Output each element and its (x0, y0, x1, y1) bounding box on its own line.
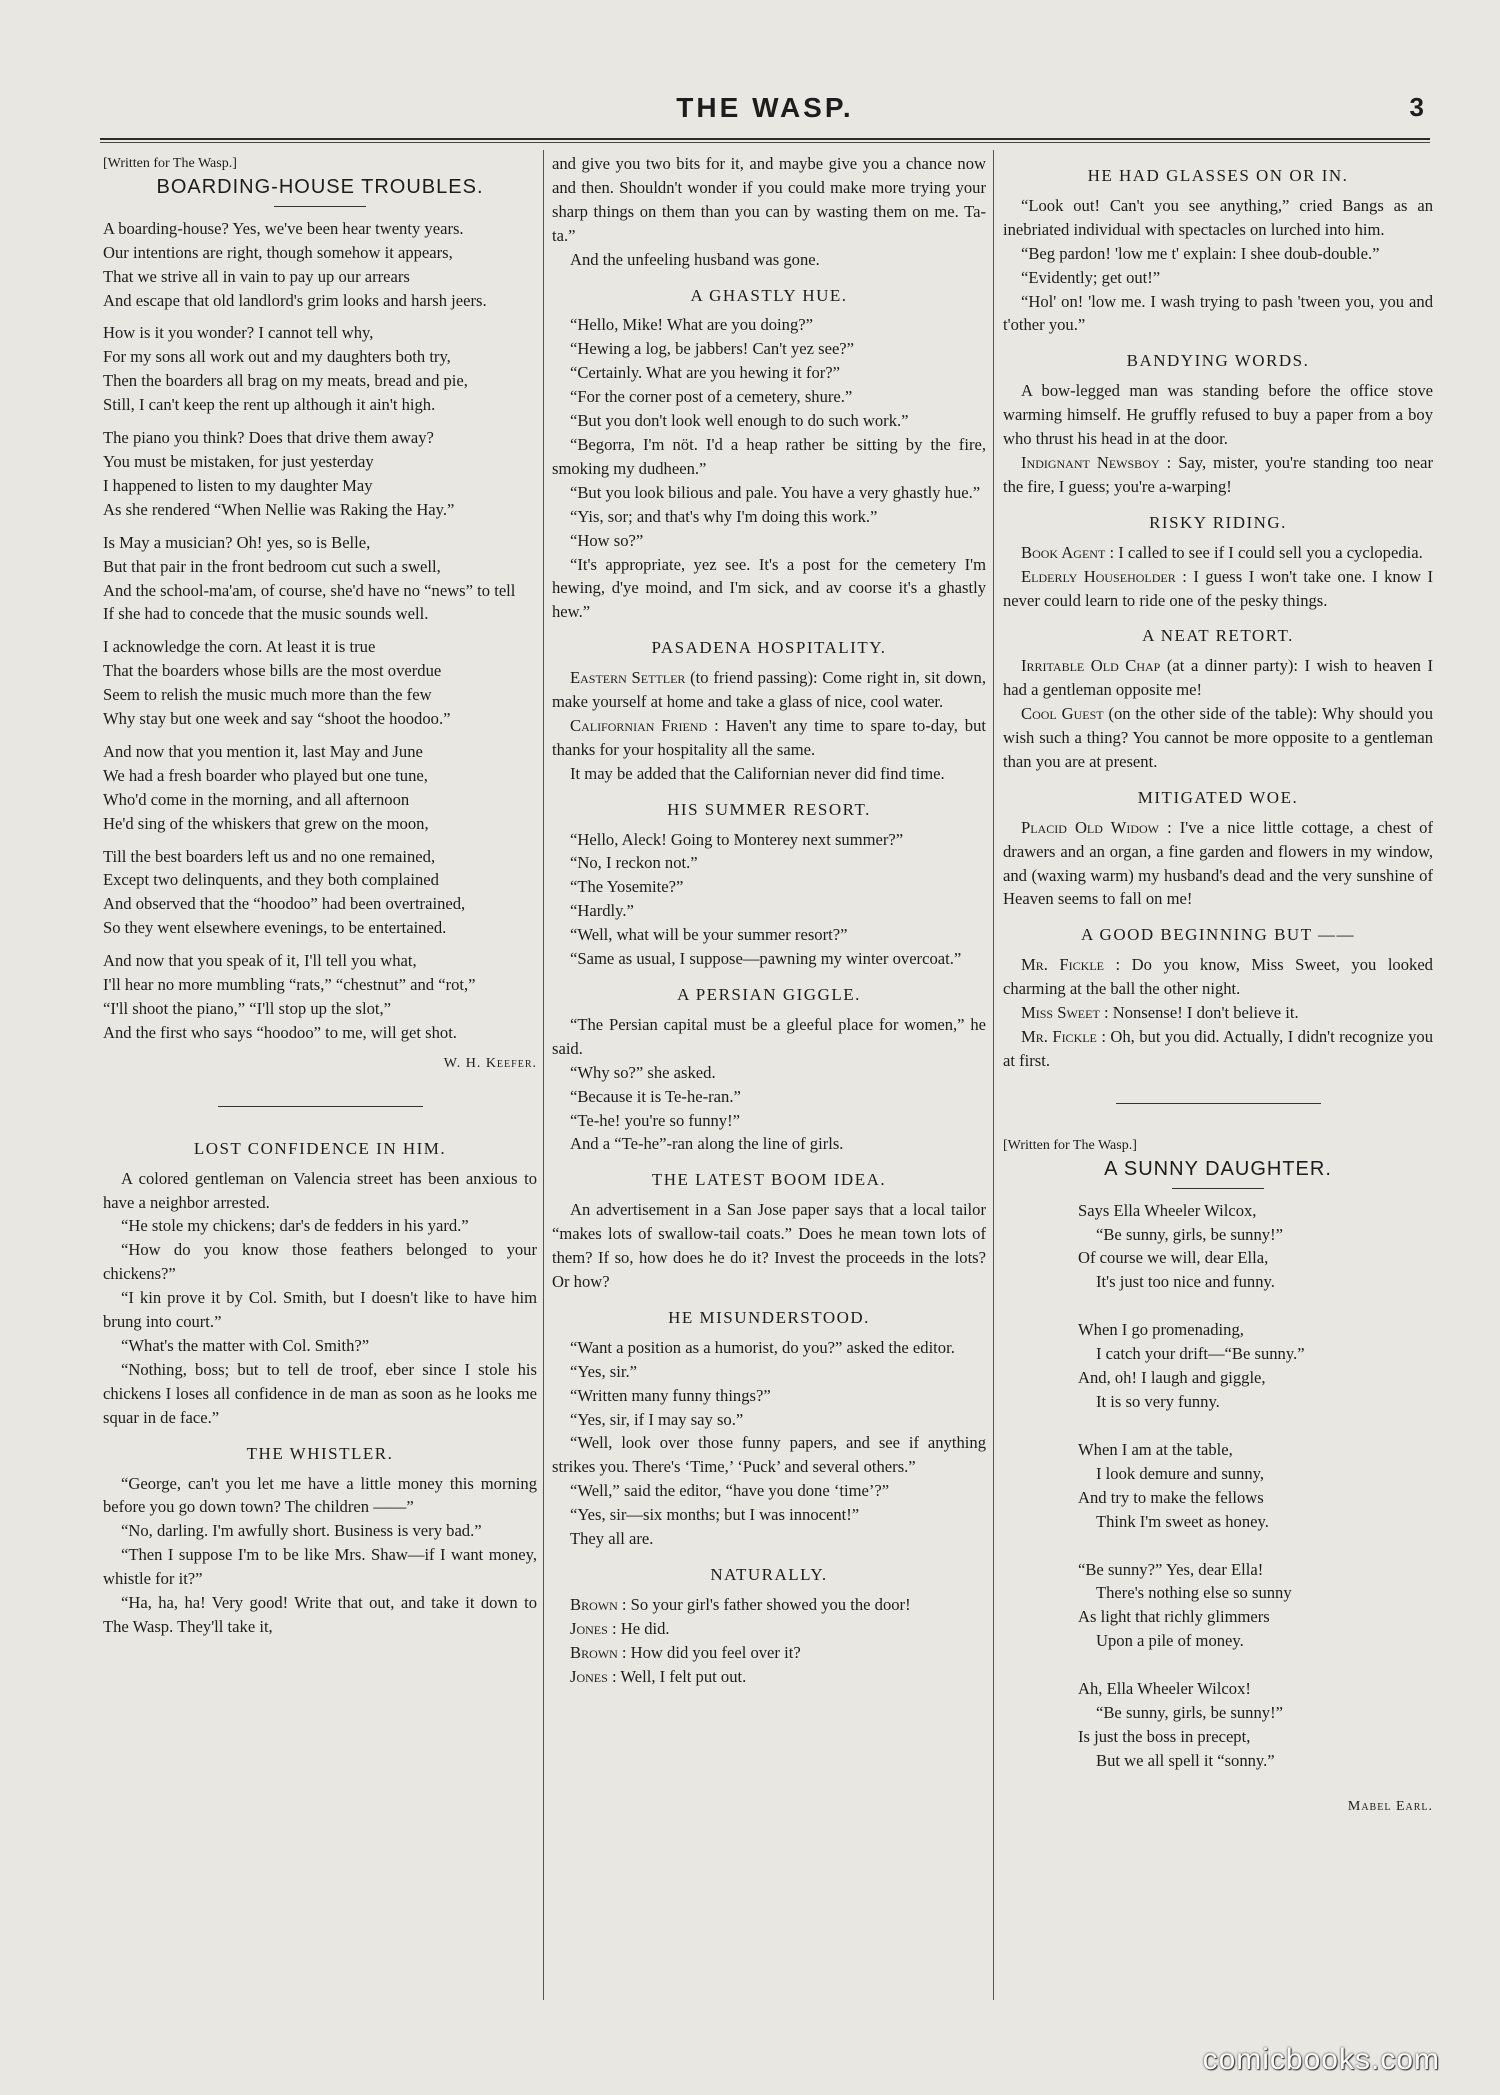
paragraph: and give you two bits for it, and maybe give you a chance now and then. Shouldn't wonder if you could make more trying your sharp things on them than you can by wasting them on me. Ta-ta.” (552, 154, 986, 245)
poem-line: You must be mistaken, for just yesterday (103, 451, 374, 471)
paragraph: An advertisement in a San Jose paper says that a local tailor “makes lots of swallow-tail coats.” Does he mean town lots of them? If so, how does he do it? Invest the proceeds in the lots? Or how? (552, 1200, 986, 1291)
poem-line: And the first who says “hoodoo” to me, will get shot. (103, 1022, 457, 1042)
article-title: THE WHISTLER. (246, 1443, 394, 1463)
poem-line: “Be sunny?” Yes, dear Ella! (1078, 1559, 1264, 1579)
paragraph: “Why so?” she asked. (570, 1062, 716, 1082)
dialogue-text: (at a dinner party): I wish to heaven I had a gentleman opposite me! (1003, 656, 1433, 700)
poem-line: That we strive all in vain to pay up our arrears (103, 266, 410, 286)
header-rule (100, 138, 1430, 140)
paragraph: “Hardly.” (570, 901, 634, 921)
column-2 (552, 152, 986, 1688)
poem-line: Then the boarders all brag on my meats, bread and pie, (103, 371, 468, 391)
poem-line: It's just too nice and funny. (1096, 1272, 1275, 1292)
paragraph: “Well, look over those funny papers, and see if anything strikes you. There's ‘Time,’ ‘Puck’ and several others.” (552, 1433, 986, 1477)
dialogue-text: (on the other side of the table): Why should you wish such a thing? You cannot be more opposite to a gentleman than you are at present. (1003, 704, 1433, 771)
section-divider (1116, 1103, 1321, 1104)
poem-stanza (103, 217, 537, 313)
paragraph: “Beg pardon! 'low me t' explain: I shee doub-double.” (1021, 243, 1380, 263)
poem-line: But that pair in the front bedroom cut such a swell, (103, 556, 441, 576)
dialogue-line (1003, 1025, 1433, 1073)
paragraph: “It's appropriate, yez see. It's a post for the cemetery I'm hewing, d'ye moind, and I'm sick, and av coorse it's a ghastly hew.” (552, 554, 986, 622)
article (1003, 624, 1433, 773)
dialogue-line (552, 666, 986, 714)
dialogue-line (552, 714, 986, 762)
dialogue-line (1003, 565, 1433, 613)
poem-line: Is May a musician? Oh! yes, so is Belle, (103, 532, 371, 552)
poem-line: And escape that old landlord's grim looks and harsh jeers. (103, 290, 487, 310)
article-title: HE MISUNDERSTOOD. (668, 1307, 870, 1327)
paragraph: “Then I suppose I'm to be like Mrs. Shaw—if I want money, whistle for it?” (103, 1545, 537, 1589)
poem-line: For my sons all work out and my daughters both try, (103, 347, 451, 367)
article (1003, 349, 1433, 498)
paragraph: “The Persian capital must be a gleeful place for women,” he said. (552, 1014, 986, 1058)
paragraph: “Well, what will be your summer resort?” (570, 925, 848, 945)
dialogue-text: : I guess I won't take one. I know I never could learn to ride one of the pesky things. (1003, 566, 1433, 610)
article-title: A NEAT RETORT. (1142, 626, 1294, 646)
paragraph: “Hol' on! 'low me. I wash trying to pash 'tween you, you and t'other you.” (1003, 291, 1433, 335)
paragraph: “Certainly. What are you hewing it for?” (570, 363, 841, 383)
poem-line: How is it you wonder? I cannot tell why, (103, 323, 374, 343)
paragraph: “Hello, Aleck! Going to Monterey next summer?” (570, 829, 904, 849)
paragraph: “How so?” (570, 530, 644, 550)
poem-line: As she rendered “When Nellie was Raking the Hay.” (103, 499, 455, 519)
paragraph: “Nothing, boss; but to tell de troof, eber since I stole his chickens I loses all confidence in de man as soon as he looks me squar in de face.” (103, 1359, 537, 1427)
paragraph: “No, I reckon not.” (570, 853, 698, 873)
poem-line: As light that richly glimmers (1078, 1607, 1270, 1627)
dialogue-text: : Say, mister, you're standing too near the fire, I guess; you're a-warping! (1003, 452, 1433, 496)
dialogue-line (552, 1665, 986, 1689)
poem-stanza (103, 949, 537, 1045)
article-credit: [Written for The Wasp.] (103, 156, 237, 171)
masthead (100, 92, 1430, 132)
poem-line: When I go promenading, (1078, 1320, 1244, 1340)
paragraph: “Ha, ha, ha! Very good! Write that out, and take it down to The Wasp. They'll take it, (103, 1593, 537, 1636)
poem-stanza (103, 426, 537, 522)
dialogue-text: : How did you feel over it? (621, 1642, 801, 1662)
speaker-name: Eastern Settler (570, 668, 686, 688)
poem-line: And now that you mention it, last May and June (103, 741, 423, 761)
article (1003, 1134, 1433, 1819)
dialogue-text: : Do you know, Miss Sweet, you looked charming at the ball the other night. (1003, 955, 1433, 999)
dialogue-line (1003, 816, 1433, 912)
dialogue-line (1003, 702, 1433, 774)
poem-line: The piano you think? Does that drive them away? (103, 428, 434, 448)
article (103, 1442, 537, 1639)
article (552, 284, 986, 625)
poem-line: We had a fresh boarder who played but one tune, (103, 765, 428, 785)
dialogue-line (1003, 541, 1433, 565)
article (552, 636, 986, 785)
article-title: RISKY RIDING. (1149, 512, 1287, 532)
article-title: A GHASTLY HUE. (690, 285, 848, 305)
poem-stanza (103, 845, 537, 941)
paragraph: A colored gentleman on Valencia street has been anxious to have a neighbor arrested. (103, 1168, 537, 1212)
title-rule (274, 206, 366, 207)
article (552, 1168, 986, 1294)
poem-stanza (103, 321, 537, 417)
dialogue-text: : Nonsense! I don't believe it. (1103, 1003, 1299, 1023)
poem-line: Think I'm sweet as honey. (1096, 1511, 1269, 1531)
title-rule (1172, 1188, 1264, 1189)
poem-stanza (1003, 1677, 1433, 1773)
paragraph: “Because it is Te-he-ran.” (570, 1086, 741, 1106)
poem-line: Of course we will, dear Ella, (1078, 1248, 1269, 1268)
poem-line: Is just the boss in precept, (1078, 1726, 1251, 1746)
watermark: comicbooks.com (1202, 2043, 1440, 2076)
speaker-name: Mr. Fickle (1021, 955, 1104, 975)
paragraph: “Well,” said the editor, “have you done ‘time’?” (570, 1481, 890, 1501)
paragraph: “The Yosemite?” (570, 877, 684, 897)
paragraph: And a “Te-he”-ran along the line of girls. (570, 1134, 844, 1154)
paragraph: “George, can't you let me have a little money this morning before you go down town? The children ——” (103, 1473, 537, 1517)
poem-stanza (103, 740, 537, 836)
speaker-name: Californian Friend (570, 715, 708, 735)
poem-line: “Be sunny, girls, be sunny!” (1096, 1224, 1283, 1244)
dialogue-line (1003, 451, 1433, 499)
column-1 (103, 152, 537, 1639)
paragraph: “Want a position as a humorist, do you?” asked the editor. (570, 1337, 955, 1357)
speaker-name: Elderly Householder (1021, 566, 1176, 586)
dialogue-text: : So your girl's father showed you the door! (621, 1594, 911, 1614)
paragraph: “What's the matter with Col. Smith?” (121, 1335, 370, 1355)
article-title: A PERSIAN GIGGLE. (677, 985, 861, 1004)
article-credit: [Written for The Wasp.] (1003, 1137, 1137, 1153)
article (552, 1306, 986, 1551)
dialogue-text: : He did. (611, 1618, 670, 1638)
speaker-name: Placid Old Widow (1021, 817, 1159, 837)
poem-stanza (103, 635, 537, 731)
column-divider (543, 150, 544, 2000)
paragraph: It may be added that the Californian never did find time. (570, 763, 945, 783)
paragraph: “Written many funny things?” (570, 1385, 771, 1405)
poem-stanza (1003, 1318, 1433, 1414)
article-title: NATURALLY. (710, 1564, 828, 1584)
poem-line: I'll hear no more mumbling “rats,” “chestnut” and “rot,” (103, 975, 476, 995)
poem-line: Upon a pile of money. (1096, 1631, 1244, 1651)
paragraph: “Look out! Can't you see anything,” cried Bangs as an inebriated individual with spectacles on lurched into him. (1003, 195, 1433, 239)
poem-line: That the boarders whose bills are the most overdue (103, 661, 442, 681)
article-title: A GOOD BEGINNING BUT —— (1080, 925, 1356, 945)
poem-stanza (1003, 1199, 1433, 1295)
article-title: LOST CONFIDENCE IN HIM. (193, 1138, 447, 1158)
poem-line: I look demure and sunny, (1096, 1463, 1265, 1483)
poem-line: Till the best boarders left us and no one remained, (103, 846, 436, 866)
poem-line: And the school-ma'am, of course, she'd have no “news” to tell (103, 580, 516, 600)
column-3 (1003, 152, 1433, 1819)
article (552, 983, 986, 1156)
speaker-name: Miss Sweet (1021, 1003, 1100, 1023)
paragraph: “How do you know those feathers belonged to your chickens?” (103, 1240, 537, 1284)
speaker-name: Brown (570, 1594, 618, 1614)
speaker-name: Brown (570, 1642, 618, 1662)
paragraph: A bow-legged man was standing before the office stove warming himself. He gruffly refused to buy a paper from a boy who thrust his head in at the door. (1003, 381, 1433, 449)
paragraph: “I kin prove it by Col. Smith, but I doesn't like to have him brung into court.” (103, 1288, 537, 1332)
poem-line: If she had to concede that the music sounds well. (103, 604, 429, 624)
paragraph: “Evidently; get out!” (1021, 267, 1161, 287)
paragraph: “Hewing a log, be jabbers! Can't yez see?” (570, 339, 855, 359)
poem-line: When I am at the table, (1078, 1439, 1233, 1459)
speaker-name: Cool Guest (1021, 704, 1104, 724)
article-title: HE HAD GLASSES ON OR IN. (1087, 166, 1349, 185)
speaker-name: Indignant Newsboy (1021, 452, 1160, 472)
dialogue-line (552, 1617, 986, 1641)
speaker-name: Jones (570, 1666, 608, 1686)
signature: Mabel Earl. (1347, 1798, 1433, 1814)
paragraph: And the unfeeling husband was gone. (570, 249, 820, 269)
article (552, 152, 986, 272)
paragraph: “Yes, sir.” (570, 1361, 637, 1381)
article-title: MITIGATED WOE. (1137, 787, 1299, 807)
paragraph: “Hello, Mike! What are you doing?” (570, 315, 813, 335)
dialogue-text: : I've a nice little cottage, a chest of drawers and an organ, a fine garden and flowers in my window, and (waxing warm) my husband's dead and the very sunshine of Heaven seems to fall on me! (1003, 817, 1434, 909)
poem-line: Still, I can't keep the rent up although it ain't high. (103, 395, 436, 415)
signature: W. H. Keefer. (443, 1055, 537, 1071)
section-divider (218, 1106, 423, 1107)
paragraph: “Yis, sor; and that's why I'm doing this work.” (570, 506, 878, 526)
dialogue-line (1003, 953, 1433, 1001)
poem-line: But we all spell it “sonny.” (1096, 1750, 1275, 1770)
poem-line: A boarding-house? Yes, we've been hear twenty years. (103, 218, 464, 238)
poem-line: Ah, Ella Wheeler Wilcox! (1078, 1679, 1251, 1699)
paragraph: “For the corner post of a cemetery, shure.” (570, 387, 853, 407)
poem-line: Who'd come in the morning, and all afternoon (103, 789, 410, 809)
poem-line: And observed that the “hoodoo” had been overtrained, (103, 894, 466, 914)
article (1003, 511, 1433, 613)
article (1003, 923, 1433, 1072)
paragraph: “Same as usual, I suppose—pawning my winter overcoat.” (570, 949, 962, 969)
article (103, 152, 537, 1076)
dialogue-text: : Well, I felt put out. (611, 1666, 747, 1686)
article-title: BANDYING WORDS. (1126, 351, 1310, 371)
column-divider (993, 150, 994, 2000)
poem-line: Why stay but one week and say “shoot the hoodoo.” (103, 709, 451, 729)
article (1003, 164, 1433, 337)
speaker-name: Book Agent (1021, 542, 1106, 562)
dialogue-line (1003, 654, 1433, 702)
article-title: PASADENA HOSPITALITY. (651, 638, 887, 658)
dialogue-text: : Haven't any time to spare to-day, but thanks for your hospitality all the same. (552, 715, 987, 759)
page-number: 3 (1409, 92, 1424, 122)
paragraph: “But you look bilious and pale. You have a very ghastly hue.” (570, 482, 981, 502)
poem-stanza (1003, 1438, 1433, 1534)
article-title: BOARDING-HOUSE TROUBLES. (156, 175, 484, 198)
poem-line: I happened to listen to my daughter May (103, 475, 373, 495)
poem-line: And, oh! I laugh and giggle, (1078, 1368, 1266, 1388)
poem-stanza (1003, 1558, 1433, 1654)
paragraph: “Begorra, I'm nöt. I'd a heap rather be sitting by the fire, smoking my dudheen.” (552, 434, 986, 478)
paragraph: “Yes, sir—six months; but I was innocent!” (570, 1505, 860, 1525)
poem-line: I catch your drift—“Be sunny.” (1096, 1344, 1305, 1364)
poem-line: I acknowledge the corn. At least it is true (103, 637, 376, 657)
article-title: THE LATEST BOOM IDEA. (651, 1170, 887, 1190)
article (552, 798, 986, 971)
poem-line: And now that you speak of it, I'll tell you what, (103, 951, 417, 971)
dialogue-text: : Oh, but you did. Actually, I didn't recognize you at first. (1003, 1027, 1433, 1070)
dialogue-line (552, 1593, 986, 1617)
poem-line: Our intentions are right, though somehow it appears, (103, 242, 453, 262)
paragraph: “Te-he! you're so funny!” (570, 1110, 740, 1130)
paragraph: “Yes, sir, if I may say so.” (570, 1409, 744, 1429)
dialogue-text: : I called to see if I could sell you a cyclopedia. (1109, 542, 1423, 562)
poem-line: So they went elsewhere evenings, to be entertained. (103, 918, 447, 938)
poem-line: Except two delinquents, and they both complained (103, 870, 439, 890)
header-rule-thin (100, 142, 1430, 143)
dialogue-line (1003, 1001, 1433, 1025)
speaker-name: Jones (570, 1618, 608, 1638)
article-title: HIS SUMMER RESORT. (667, 799, 871, 819)
poem-line: “I'll shoot the piano,” “I'll stop up the slot,” (103, 999, 392, 1018)
dialogue-line (552, 1641, 986, 1665)
article (1003, 786, 1433, 912)
poem-line: “Be sunny, girls, be sunny!” (1096, 1703, 1283, 1723)
paragraph: “No, darling. I'm awfully short. Business is very bad.” (121, 1521, 482, 1541)
dialogue-text: (to friend passing): Come right in, sit down, make yourself at home and take a glass of nice, cool water. (552, 668, 986, 712)
speaker-name: Mr. Fickle (1021, 1027, 1097, 1046)
poem-line: Says Ella Wheeler Wilcox, (1078, 1200, 1257, 1220)
article-title: A SUNNY DAUGHTER. (1104, 1157, 1332, 1180)
poem-stanza (103, 531, 537, 627)
paragraph: They all are. (570, 1529, 654, 1549)
speaker-name: Irritable Old Chap (1021, 656, 1161, 676)
paragraph: “But you don't look well enough to do such work.” (570, 411, 909, 431)
poem-line: He'd sing of the whiskers that grew on the moon, (103, 813, 429, 833)
poem-line: It is so very funny. (1096, 1391, 1220, 1411)
poem-line: And try to make the fellows (1078, 1487, 1264, 1507)
article (552, 1563, 986, 1689)
article (103, 1137, 537, 1430)
poem-line: There's nothing else so sunny (1096, 1583, 1292, 1603)
poem-line: Seem to relish the music much more than the few (103, 685, 432, 705)
publication-title: THE WASP. (676, 92, 854, 123)
paragraph: “He stole my chickens; dar's de fedders in his yard.” (121, 1216, 469, 1236)
